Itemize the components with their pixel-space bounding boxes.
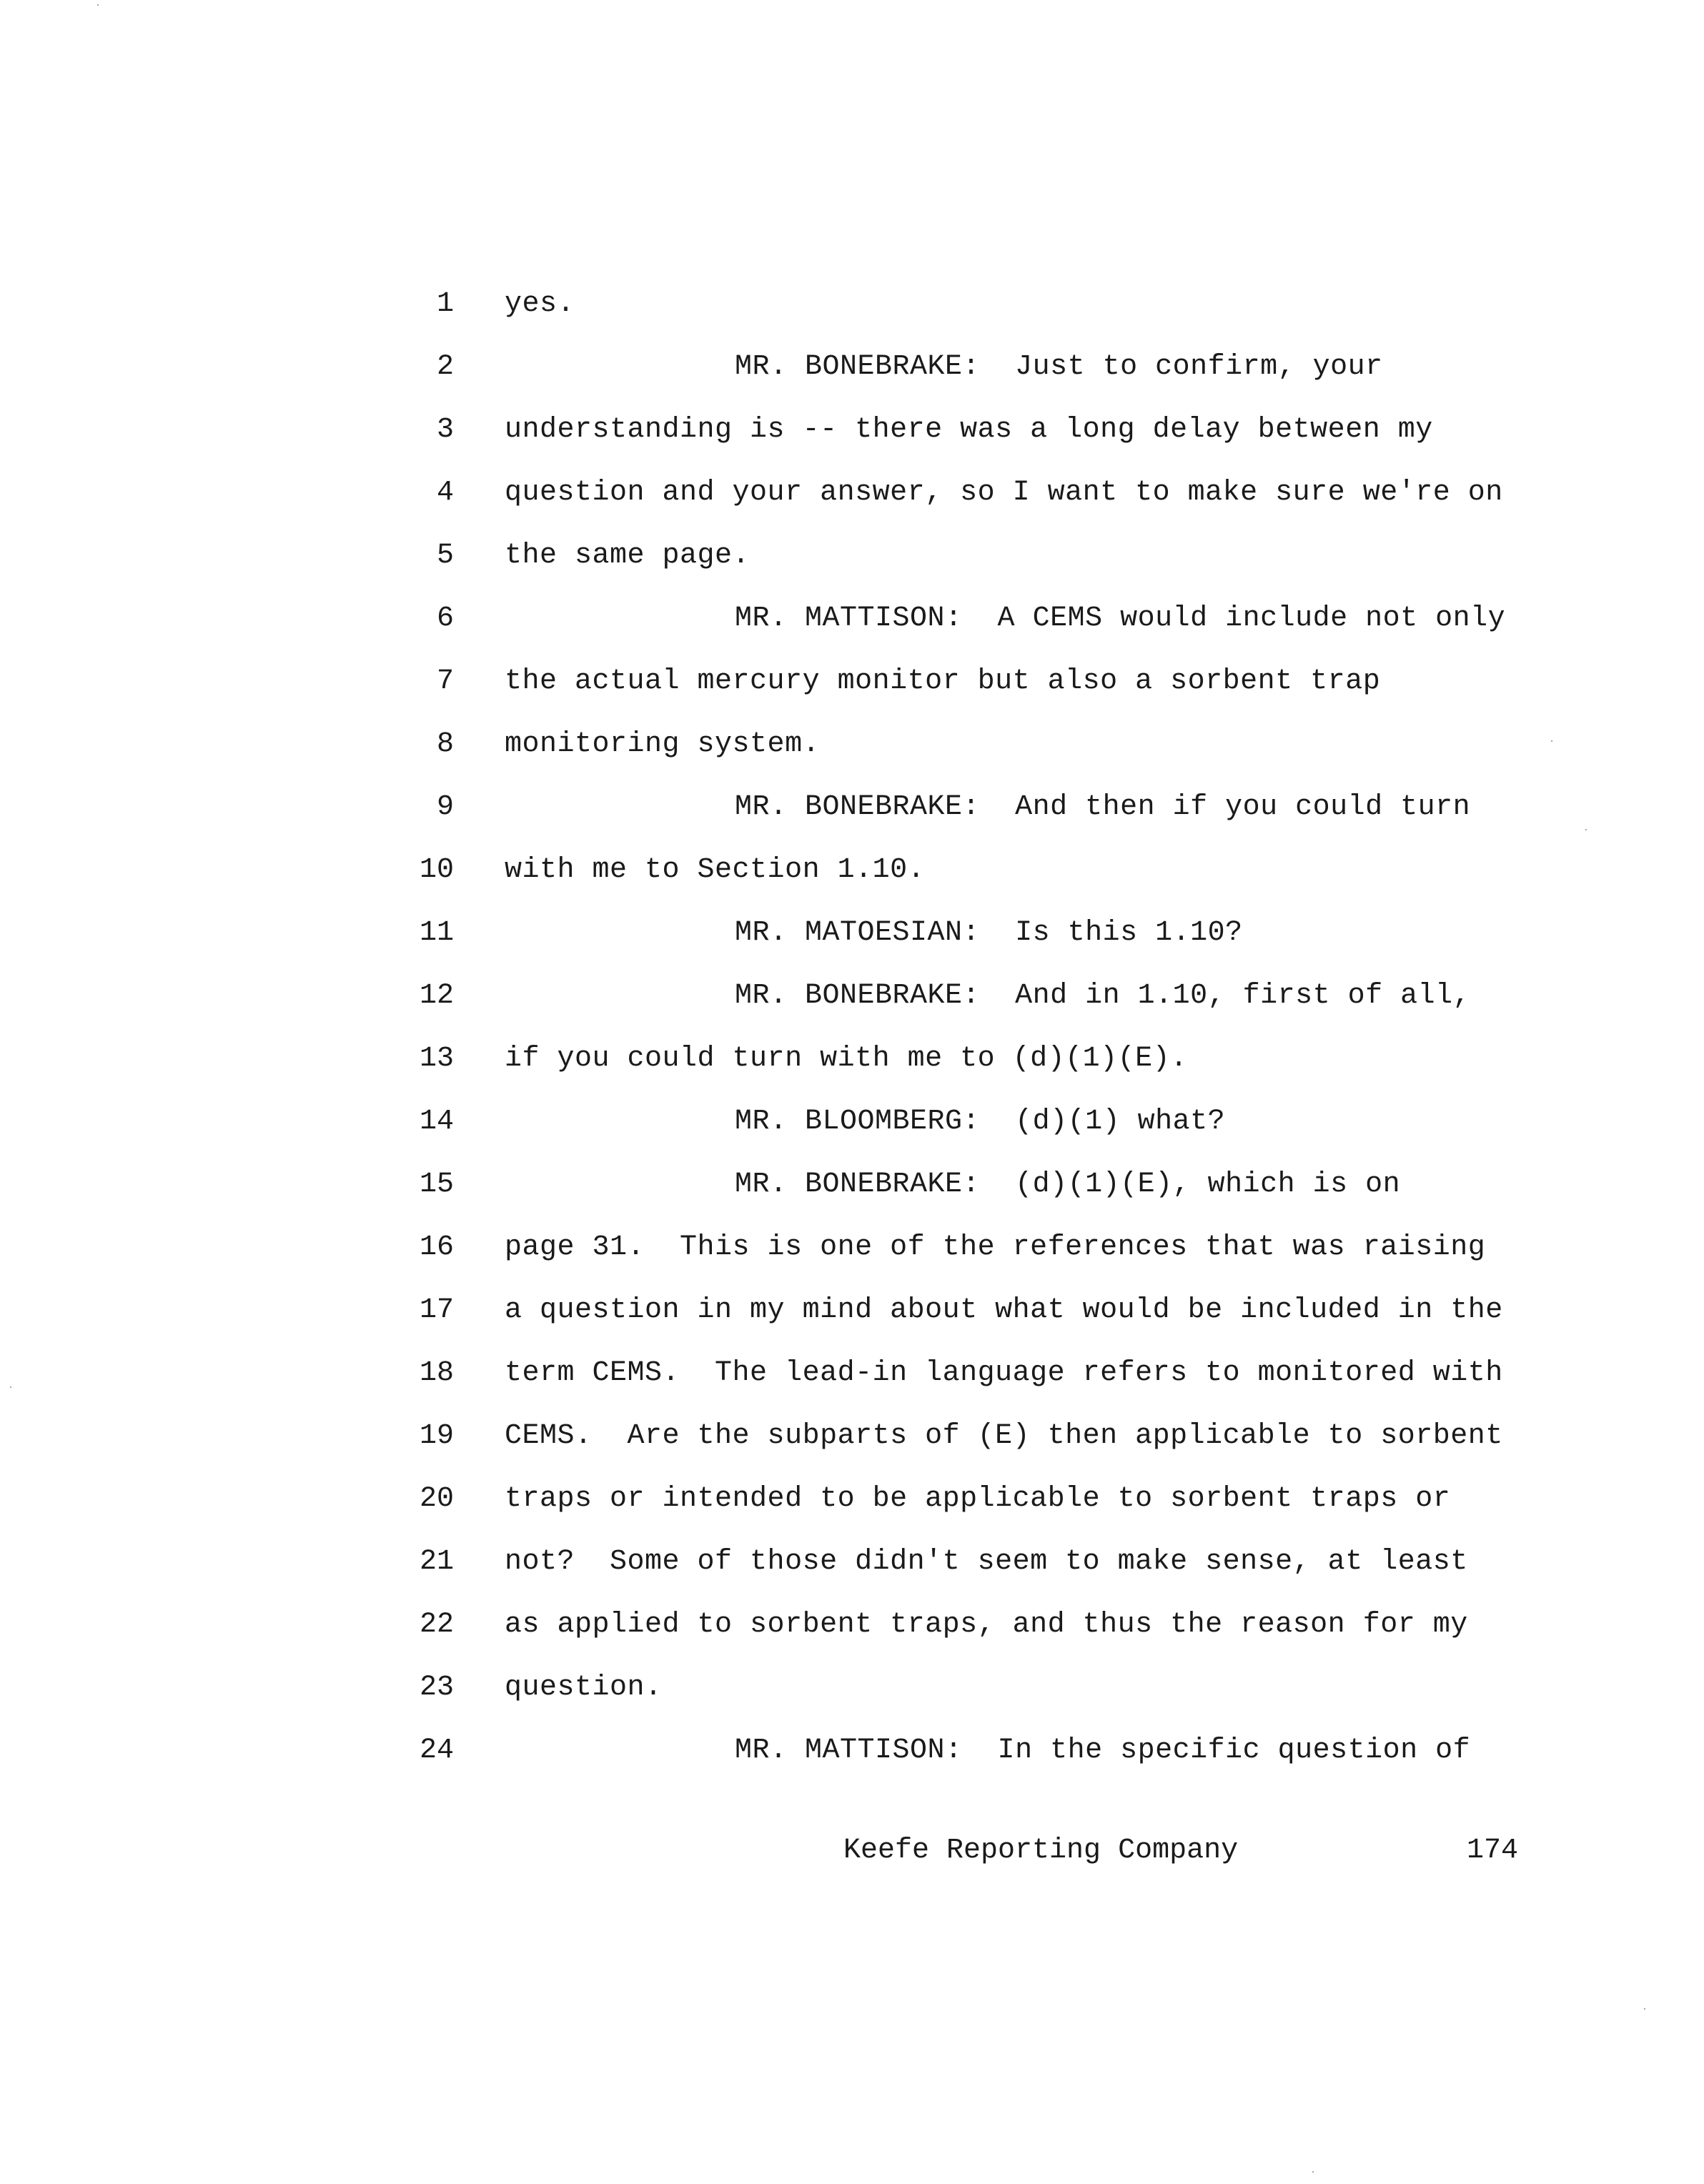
line-number: 12 <box>419 980 454 1012</box>
line-text: monitoring system. <box>505 728 821 760</box>
transcript-line <box>0 1719 1704 1782</box>
line-text: page 31. This is one of the references that was raising <box>505 1231 1486 1264</box>
line-text: the same page. <box>505 540 751 572</box>
transcript-line <box>0 776 1704 839</box>
line-text: MR. BONEBRAKE: And in 1.10, first of all, <box>735 980 1471 1012</box>
line-text: MR. BONEBRAKE: (d)(1)(E), which is on <box>735 1168 1401 1201</box>
line-number: 4 <box>436 477 454 509</box>
line-text: not? Some of those didn't seem to make sense, at least <box>505 1546 1468 1578</box>
line-text: the actual mercury monitor but also a sorbent trap <box>505 665 1381 698</box>
line-number: 7 <box>436 665 454 698</box>
line-text: CEMS. Are the subparts of (E) then applicable to sorbent <box>505 1420 1503 1452</box>
transcript-line <box>0 1468 1704 1531</box>
transcript-line <box>0 1342 1704 1405</box>
reporter-name: Keefe Reporting Company <box>843 1835 1239 1867</box>
scan-speck <box>1585 829 1587 830</box>
line-text: term CEMS. The lead-in language refers to monitored with <box>505 1357 1503 1389</box>
line-number: 13 <box>419 1043 454 1075</box>
line-text: traps or intended to be applicable to sorbent traps or <box>505 1483 1451 1515</box>
line-text: if you could turn with me to (d)(1)(E). <box>505 1043 1188 1075</box>
transcript-line <box>0 713 1704 776</box>
line-number: 22 <box>419 1609 454 1641</box>
scan-speck <box>1551 740 1552 742</box>
transcript-line <box>0 1594 1704 1657</box>
line-number: 16 <box>419 1231 454 1264</box>
transcript-line <box>0 525 1704 587</box>
transcript-line <box>0 902 1704 965</box>
line-text: MR. BONEBRAKE: Just to confirm, your <box>735 351 1383 383</box>
line-number: 9 <box>436 791 454 823</box>
line-text: yes. <box>505 288 575 320</box>
line-number: 18 <box>419 1357 454 1389</box>
line-number: 24 <box>419 1734 454 1767</box>
transcript-line <box>0 1405 1704 1468</box>
scan-speck <box>10 1386 11 1388</box>
transcript-line <box>0 1091 1704 1153</box>
transcript-line <box>0 1657 1704 1719</box>
transcript-line <box>0 273 1704 336</box>
line-number: 15 <box>419 1168 454 1201</box>
transcript-line <box>0 1028 1704 1091</box>
transcript-line <box>0 1531 1704 1594</box>
line-number: 5 <box>436 540 454 572</box>
line-text: a question in my mind about what would be included in the <box>505 1294 1503 1326</box>
transcript-line <box>0 1279 1704 1342</box>
line-number: 8 <box>436 728 454 760</box>
line-number: 11 <box>419 917 454 949</box>
line-text: MR. MATTISON: In the specific question of <box>735 1734 1471 1767</box>
line-number: 19 <box>419 1420 454 1452</box>
line-number: 20 <box>419 1483 454 1515</box>
transcript-line <box>0 336 1704 399</box>
line-number: 6 <box>436 602 454 635</box>
line-number: 23 <box>419 1672 454 1704</box>
transcript-line <box>0 650 1704 713</box>
line-number: 14 <box>419 1106 454 1138</box>
line-text: MR. MATTISON: A CEMS would include not only <box>735 602 1506 635</box>
transcript-line <box>0 1216 1704 1279</box>
line-number: 1 <box>436 288 454 320</box>
transcript-line <box>0 839 1704 902</box>
scan-speck <box>97 4 99 6</box>
line-text: question. <box>505 1672 663 1704</box>
line-text: understanding is -- there was a long delay between my <box>505 414 1433 446</box>
transcript-line <box>0 399 1704 462</box>
transcript-line <box>0 587 1704 650</box>
line-number: 3 <box>436 414 454 446</box>
line-text: MR. MATOESIAN: Is this 1.10? <box>735 917 1243 949</box>
line-number: 17 <box>419 1294 454 1326</box>
line-text: MR. BONEBRAKE: And then if you could turn <box>735 791 1471 823</box>
page-number: 174 <box>1467 1835 1519 1867</box>
line-text: as applied to sorbent traps, and thus the reason for my <box>505 1609 1468 1641</box>
line-number: 10 <box>419 854 454 886</box>
line-number: 2 <box>436 351 454 383</box>
scan-speck <box>1312 2171 1314 2173</box>
transcript-line <box>0 1153 1704 1216</box>
line-text: with me to Section 1.10. <box>505 854 926 886</box>
line-text: question and your answer, so I want to make sure we're on <box>505 477 1503 509</box>
transcript-line <box>0 965 1704 1028</box>
scan-speck <box>1644 2008 1645 2010</box>
line-text: MR. BLOOMBERG: (d)(1) what? <box>735 1106 1226 1138</box>
line-number: 21 <box>419 1546 454 1578</box>
transcript-line <box>0 462 1704 525</box>
